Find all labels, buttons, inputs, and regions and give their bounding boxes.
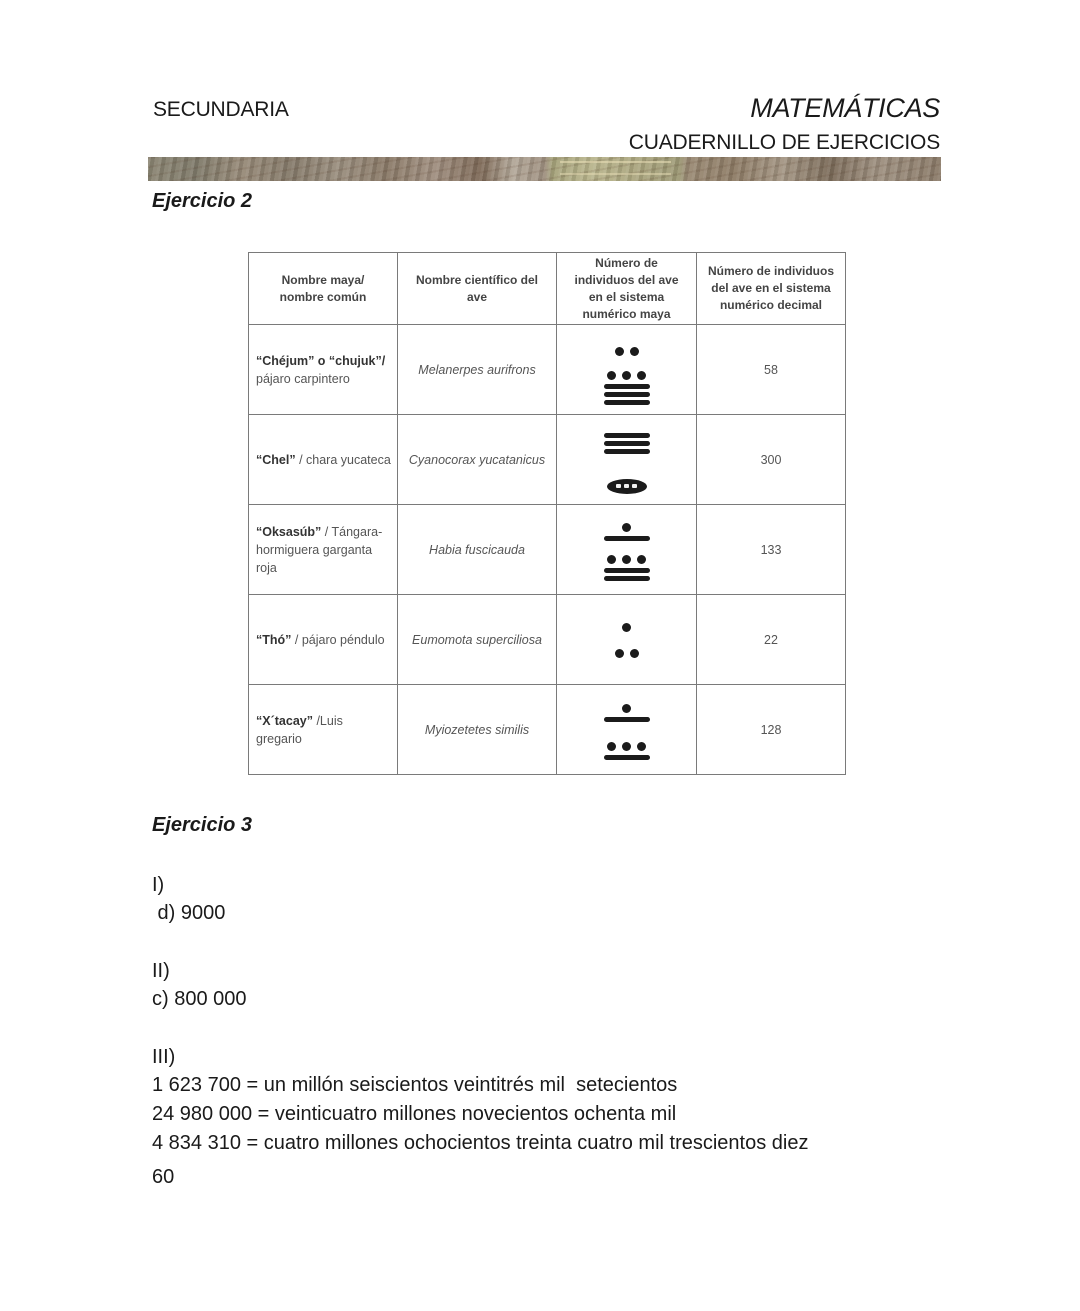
decimal-value-cell: 128 [697, 685, 846, 775]
table-row [249, 505, 846, 595]
part-1-answer: d) 9000 [152, 902, 226, 924]
maya-numeral-133-icon [604, 517, 650, 583]
header-decimal-number: Número de individuos del ave en el sistema numérico decimal [697, 253, 846, 325]
exercise-2-title: Ejercicio 2 [152, 190, 253, 212]
header-scientific-name: Nombre científico del ave [398, 253, 557, 325]
part-3-line-1: 1 623 700 = un millón seiscientos veintitrés mil setecientos [152, 1074, 678, 1096]
decorative-stone-banner [148, 157, 941, 181]
header-maya-number: Número de individuos del ave en el sistema numérico maya [557, 253, 697, 325]
common-name-cell: “Thó” / pájaro péndulo [249, 595, 398, 685]
table-row [249, 415, 846, 505]
scientific-name-cell: Melanerpes aurifrons [398, 325, 557, 415]
table-row [249, 325, 846, 415]
maya-numeral-cell [557, 325, 697, 415]
part-3-line-2: 24 980 000 = veinticuatro millones novecientos ochenta mil [152, 1103, 677, 1125]
scientific-name-cell: Cyanocorax yucatanicus [398, 415, 557, 505]
maya-zero-shell-icon [607, 479, 647, 494]
maya-numeral-cell [557, 415, 697, 505]
maya-numeral-cell [557, 595, 697, 685]
subject-title: MATEMÁTICAS [750, 93, 940, 123]
part-1-label: I) [152, 874, 165, 896]
birds-table [248, 252, 846, 775]
header-maya-name: Nombre maya/ nombre común [249, 253, 398, 325]
maya-numeral-cell [557, 505, 697, 595]
decimal-value-cell: 300 [697, 415, 846, 505]
common-name-cell: “X´tacay” /Luis gregario [249, 685, 398, 775]
scientific-name-cell: Myiozetetes similis [398, 685, 557, 775]
scientific-name-cell: Habia fuscicauda [398, 505, 557, 595]
part-3-label: III) [152, 1046, 176, 1068]
maya-numeral-128-icon [604, 698, 650, 762]
common-name-cell: “Chéjum” o “chujuk”/ pájaro carpintero [249, 325, 398, 415]
table-header-row [249, 253, 846, 325]
part-3-line-3: 4 834 310 = cuatro millones ochocientos treinta cuatro mil trescientos diez [152, 1132, 809, 1154]
decimal-value-cell: 22 [697, 595, 846, 685]
scientific-name-cell: Eumomota superciliosa [398, 595, 557, 685]
maya-numeral-22-icon [615, 621, 639, 661]
maya-numeral-300-icon [604, 430, 650, 494]
table-row [249, 595, 846, 685]
maya-numeral-cell [557, 685, 697, 775]
booklet-title: CUADERNILLO DE EJERCICIOS [628, 131, 940, 154]
page-number: 60 [152, 1166, 175, 1188]
table-row [249, 685, 846, 775]
exercise-3-title: Ejercicio 3 [152, 814, 253, 836]
decimal-value-cell: 133 [697, 505, 846, 595]
part-2-label: II) [152, 960, 170, 982]
common-name-cell: “Chel” / chara yucateca [249, 415, 398, 505]
maya-numeral-58-icon [604, 333, 650, 407]
level-label: SECUNDARIA [153, 98, 289, 121]
common-name-cell: “Oksasúb” / Tángara-hormiguera garganta roja [249, 505, 398, 595]
decimal-value-cell: 58 [697, 325, 846, 415]
part-2-answer: c) 800 000 [152, 988, 247, 1010]
